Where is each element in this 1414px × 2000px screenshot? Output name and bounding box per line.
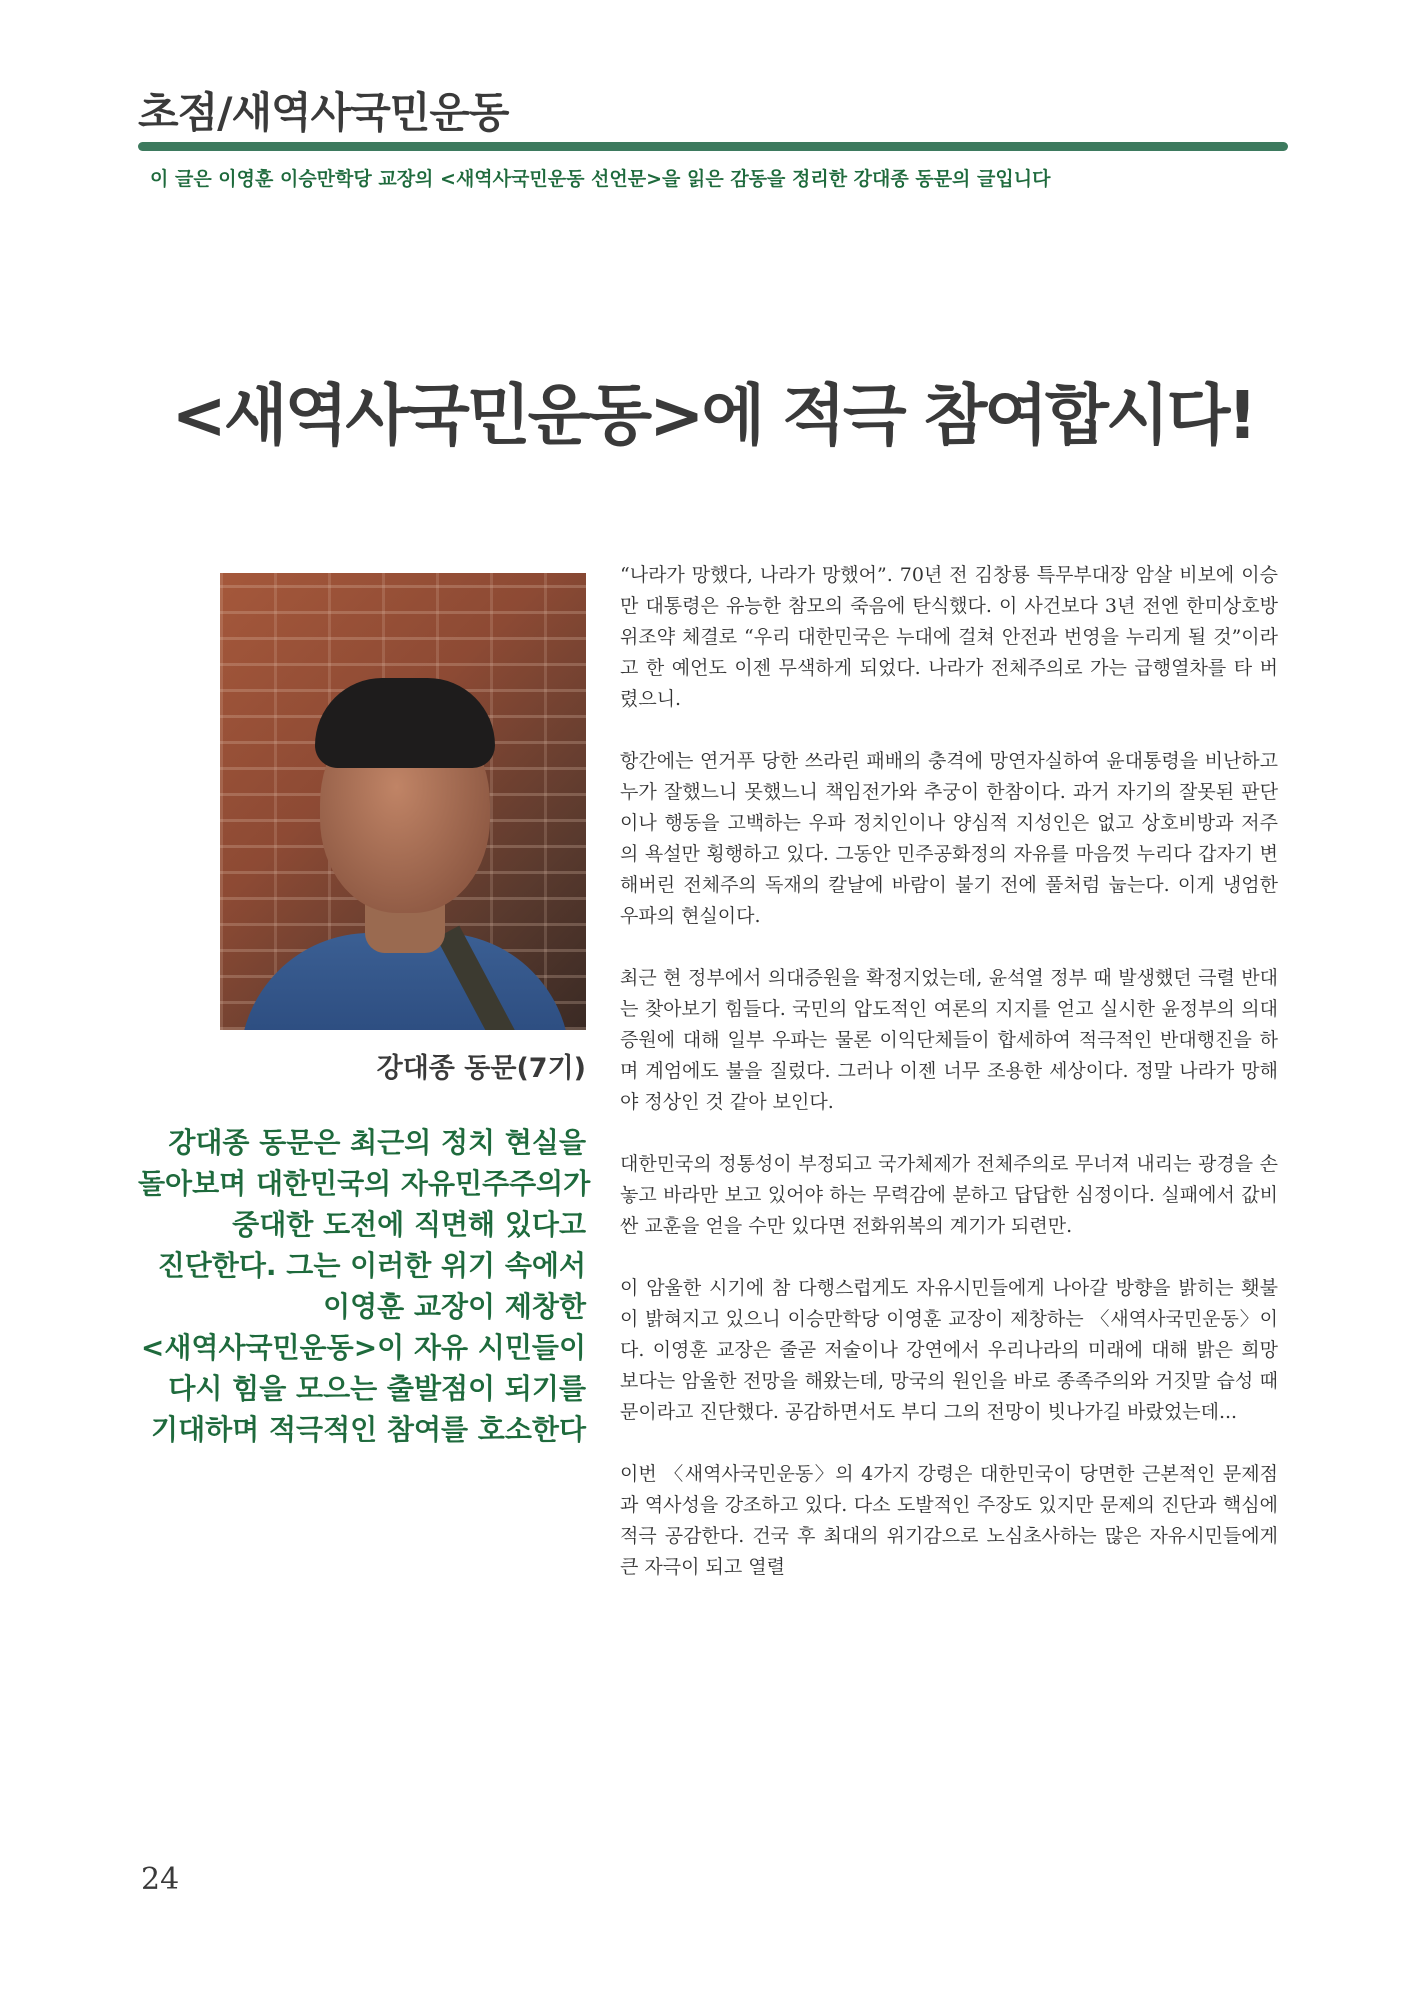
body-paragraph: 항간에는 연거푸 당한 쓰라린 패배의 충격에 망연자실하여 윤대통령을 비난하고 누가 잘했느니 못했느니 책임전가와 추궁이 한참이다. 과거 자기의 잘못된 판단이나 행동을 고백하는 우파 정치인이나 양심적 지성인은 없고 상호비방과 저주의 욕설만 횡행하고 있다. 그동안 민주공화정의 자유를 마음껏 누리다 갑자기 변해버린 전체주의 독재의 칼날에 바람이 불기 전에 풀처럼 눕는다. 이게 냉엄한 우파의 현실이다. xyxy=(620,750,1278,927)
author-photo xyxy=(220,573,586,1030)
intro-line: 이 글은 이영훈 이승만학당 교장의 <새역사국민운동 선언문>을 읽은 감동을 정리한 강대종 동문의 글입니다 xyxy=(150,168,1051,190)
photo-caption: 강대종 동문(7기) xyxy=(376,1053,586,1084)
pull-quote xyxy=(138,1122,591,1450)
pull-quote-line: 중대한 도전에 직면해 있다고 xyxy=(232,1208,586,1241)
body-paragraph: 대한민국의 정통성이 부정되고 국가체제가 전체주의로 무너져 내리는 광경을 손 놓고 바라만 보고 있어야 하는 무력감에 분하고 답답한 심정이다. 실패에서 값비싼 교훈을 얻을 수만 있다면 전화위복의 계기가 되련만. xyxy=(620,1153,1278,1237)
header-rule xyxy=(138,142,1288,151)
article-headline: <새역사국민운동>에 적극 참여합시다! xyxy=(171,377,1255,455)
pull-quote-line: 돌아보며 대한민국의 자유민주주의가 xyxy=(138,1167,591,1200)
body-paragraph: “나라가 망했다, 나라가 망했어”. 70년 전 김창룡 특무부대장 암살 비보에 이승만 대통령은 유능한 참모의 죽음에 탄식했다. 이 사건보다 3년 전엔 한미상호방위조약 체결로 “우리 대한민국은 누대에 걸쳐 안전과 번영을 누리게 될 것”이라고 한 예언도 이젠 무색하게 되었다. 나라가 전체주의로 가는 급행열차를 타 버렸으니. xyxy=(620,564,1278,710)
pull-quote-line: 진단한다. 그는 이러한 위기 속에서 xyxy=(157,1249,586,1282)
article-body xyxy=(620,560,1278,1614)
photo-hair xyxy=(315,678,495,768)
body-paragraph: 이 암울한 시기에 참 다행스럽게도 자유시민들에게 나아갈 방향을 밝히는 횃불이 밝혀지고 있으니 이승만학당 이영훈 교장이 제창하는 〈새역사국민운동〉이다. 이영훈 교장은 줄곧 저술이나 강연에서 우리나라의 미래에 대해 밝은 희망 보다는 암울한 전망을 해왔는데, 망국의 원인을 바로 종족주의와 거짓말 습성 때문이라고 진단했다. 공감하면서도 부디 그의 전망이 빗나가길 바랐었는데... xyxy=(620,1277,1278,1423)
page-number: 24 xyxy=(141,1862,180,1897)
section-tag: 초점/새역사국민운동 xyxy=(138,88,509,137)
pull-quote-line: 다시 힘을 모으는 출발점이 되기를 xyxy=(168,1372,586,1405)
pull-quote-line: 이영훈 교장이 제창한 xyxy=(323,1290,586,1323)
pull-quote-line: 강대종 동문은 최근의 정치 현실을 xyxy=(168,1126,586,1159)
body-paragraph: 최근 현 정부에서 의대증원을 확정지었는데, 윤석열 정부 때 발생했던 극렬 반대는 찾아보기 힘들다. 국민의 압도적인 여론의 지지를 얻고 실시한 윤정부의 의대증원에 대해 일부 우파는 물론 이익단체들이 합세하여 적극적인 반대행진을 하며 계엄에도 불을 질렀다. 그러나 이젠 너무 조용한 세상이다. 정말 나라가 망해야 정상인 것 같아 보인다. xyxy=(620,967,1278,1113)
pull-quote-line: <새역사국민운동>이 자유 시민들이 xyxy=(140,1331,586,1364)
pull-quote-line: 기대하며 적극적인 참여를 호소한다 xyxy=(151,1413,586,1446)
body-paragraph: 이번 〈새역사국민운동〉의 4가지 강령은 대한민국이 당면한 근본적인 문제점과 역사성을 강조하고 있다. 다소 도발적인 주장도 있지만 문제의 진단과 핵심에 적극 공감한다. 건국 후 최대의 위기감으로 노심초사하는 많은 자유시민들에게 큰 자극이 되고 열렬 xyxy=(620,1463,1278,1578)
